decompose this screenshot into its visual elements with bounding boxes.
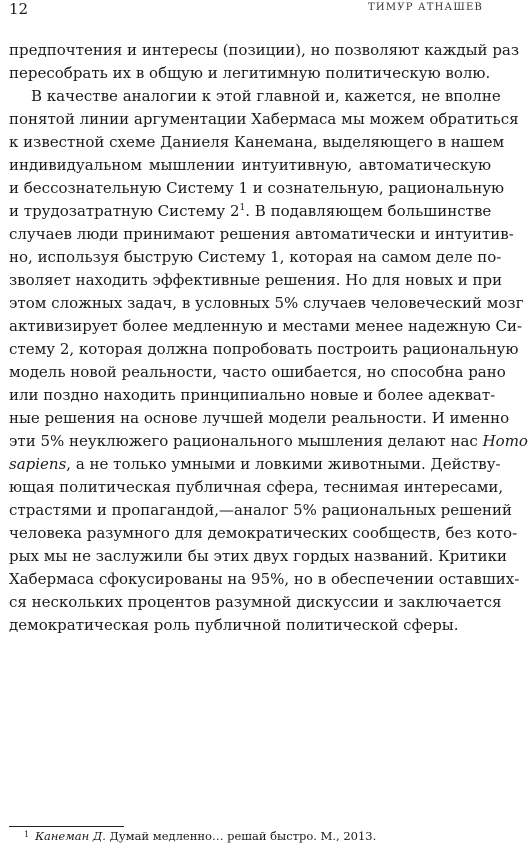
text-line: активизирует более медленную и местами менее надежную Си- — [9, 317, 523, 335]
text-segment: эти 5% неуклюжего рационального мышления делают нас — [9, 432, 478, 450]
text-line: ные решения на основе лучшей модели реальности. И именно — [9, 409, 510, 427]
text-line: предпочтения и интересы (позиции), но позволяют каждый раз — [9, 41, 520, 59]
italic-term: sapiens — [9, 455, 67, 473]
footnote-text: Думай медленно… решай быстро. М., 2013. — [105, 829, 377, 843]
text-line: модель новой реальности, часто ошибается, но способна рано — [9, 363, 506, 381]
text-line: демократическая роль публичной политической сферы. — [9, 616, 459, 634]
text-line: рых мы не заслужили бы этих двух гордых названий. Критики — [9, 547, 507, 565]
text-line: ся нескольких процентов разумной дискуссии и заключается — [9, 593, 502, 611]
text-line: страстями и пропагандой,—аналог 5% рациональных решений — [9, 501, 512, 519]
text-line: человека разумного для демократических сообществ, без кото- — [9, 524, 518, 542]
text-segment: . В подавляющем большинстве — [245, 202, 492, 220]
text-line: зволяет находить эффективные решения. Но для новых и при — [9, 271, 503, 289]
text-line: В качестве аналогии к этой главной и, кажется, не вполне — [31, 87, 501, 105]
text-line — [9, 453, 501, 476]
text-line: к известной схеме Даниеля Канемана, выделяющего в нашем — [9, 133, 505, 151]
text-line: понятой линии аргументации Хабермаса мы можем обратиться — [9, 110, 519, 128]
footnote — [9, 828, 376, 844]
footnote-reference[interactable]: 1 — [239, 203, 246, 213]
page-number: 12 — [9, 0, 29, 18]
text-line: этом сложных задач, в условных 5% случаев человеческий мозг — [9, 294, 524, 312]
running-head: ТИМУР АТНАШЕВ — [368, 2, 483, 13]
text-line: ющая политическая публичная сфера, теснимая интересами, — [9, 478, 504, 496]
body-text — [9, 39, 528, 637]
text-line: пересобрать их в общую и легитимную политическую волю. — [9, 64, 491, 82]
italic-term: Homo — [482, 432, 528, 450]
text-line: но, используя быструю Систему 1, которая на самом деле по- — [9, 248, 502, 266]
text-line: случаев люди принимают решения автоматически и интуитив- — [9, 225, 514, 243]
text-segment: , а не только умными и ловкими животными. Действу- — [66, 455, 501, 473]
text-line: или поздно находить принципиально новые и более адекват- — [9, 386, 496, 404]
footnote-divider — [9, 826, 124, 827]
text-line: Хабермаса сфокусированы на 95%, но в обеспечении оставших- — [9, 570, 520, 588]
page-header — [0, 0, 492, 20]
text-line — [9, 200, 491, 223]
text-line: индивидуальном мышлении интуитивную, автоматическую — [9, 156, 491, 174]
text-line: стему 2, которая должна попробовать построить рациональную — [9, 340, 519, 358]
footnote-author: Канеман Д. — [35, 829, 106, 843]
text-line: и бессознательную Систему 1 и сознательную, рациональную — [9, 179, 505, 197]
text-segment: и трудозатратную Систему 2 — [9, 202, 240, 220]
footnote-marker: 1 — [24, 830, 30, 839]
text-line — [9, 430, 528, 453]
